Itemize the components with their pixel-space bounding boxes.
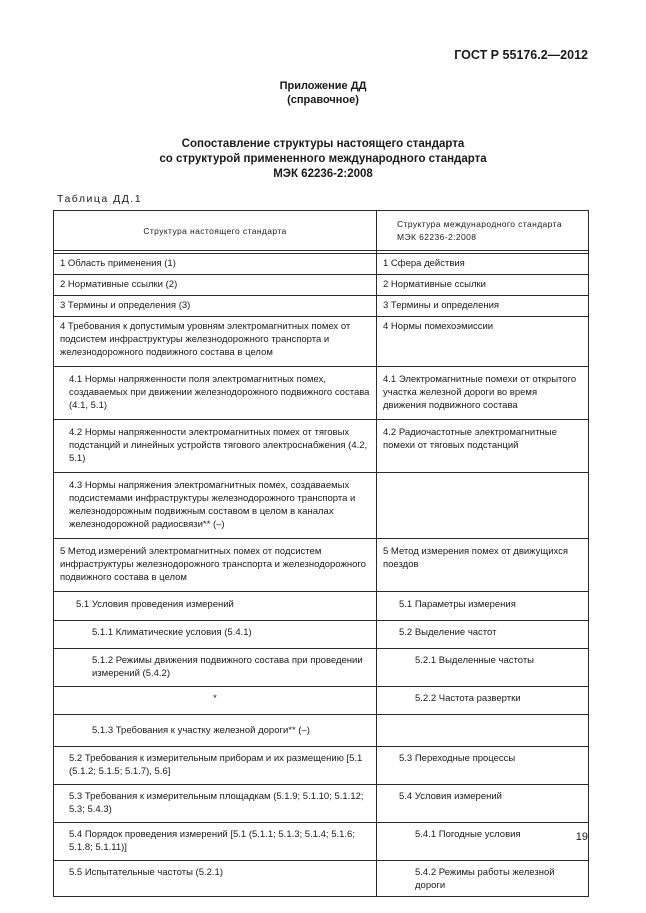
comparison-table bbox=[53, 210, 589, 897]
table-row bbox=[54, 296, 589, 317]
row-right-cell: 5 Метод измерения помех от движущихся поездов bbox=[377, 539, 589, 592]
table-row bbox=[54, 861, 589, 897]
row-right-cell: 4.1 Электромагнитные помехи от открытого участка железной дороги во время движения подвижного состава bbox=[377, 367, 589, 420]
row-right-cell: 4 Нормы помехоэмиссии bbox=[377, 317, 589, 367]
header-right bbox=[377, 211, 589, 251]
table-row bbox=[54, 649, 589, 687]
row-left-cell: 4.3 Нормы напряжения электромагнитных помех, создаваемых подсистемами инфраструктуры железнодорожного транспорта и железнодорожным подвижным составом в целом в каналах железнодорожной радиосвязи** (–) bbox=[54, 473, 377, 539]
row-right-cell: 5.2.2 Частота развертки bbox=[377, 687, 589, 715]
table-row bbox=[54, 473, 589, 539]
row-right-cell: 4.2 Радиочастотные электромагнитные помехи от тяговых подстанций bbox=[377, 420, 589, 473]
row-left-cell: 5.1.1 Климатические условия (5.4.1) bbox=[54, 621, 377, 649]
row-right-cell: 5.1 Параметры измерения bbox=[377, 592, 589, 621]
row-left-cell: 2 Нормативные ссылки (2) bbox=[54, 275, 377, 296]
table-row bbox=[54, 254, 589, 275]
document-id: ГОСТ Р 55176.2—2012 bbox=[454, 48, 588, 62]
row-left-cell: 5.2 Требования к измерительным приборам и их размещению [5.1 (5.1.2; 5.1.5; 5.1.7), 5.6] bbox=[54, 747, 377, 785]
row-left-cell: 5.1.2 Режимы движения подвижного состава при проведении измерений (5.4.2) bbox=[54, 649, 377, 687]
row-left-cell: 4.1 Нормы напряженности поля электромагнитных помех, создаваемых при движении железнодорожного подвижного состава (4.1, 5.1) bbox=[54, 367, 377, 420]
table-row bbox=[54, 621, 589, 649]
row-right-cell bbox=[377, 473, 589, 539]
table-row bbox=[54, 747, 589, 785]
header-right-line-1: Структура международного стандарта bbox=[397, 219, 562, 229]
table-row bbox=[54, 420, 589, 473]
row-left-cell: 5.1.3 Требования к участку железной дороги** (–) bbox=[54, 715, 377, 747]
title-line-2: со структурой примененного международного стандарта bbox=[159, 153, 487, 165]
row-right-cell: 5.2 Выделение частот bbox=[377, 621, 589, 649]
row-left-cell: * bbox=[54, 687, 377, 715]
row-left-cell: 4 Требования к допустимым уровням электромагнитных помех от подсистем инфраструктуры железнодорожного транспорта и железнодорожного подвижного состава в целом bbox=[54, 317, 377, 367]
table-row bbox=[54, 539, 589, 592]
row-left-cell: 4.2 Нормы напряженности электромагнитных помех от тяговых подстанций и линейных устройств тягового электроснабжения (4.2, 5.1) bbox=[54, 420, 377, 473]
table-row bbox=[54, 785, 589, 823]
document-title bbox=[0, 137, 646, 182]
row-right-cell: 5.3 Переходные процессы bbox=[377, 747, 589, 785]
row-left-cell: 5.1 Условия проведения измерений bbox=[54, 592, 377, 621]
row-left-cell: 3 Термины и определения (3) bbox=[54, 296, 377, 317]
table-row bbox=[54, 275, 589, 296]
row-left-cell: 5 Метод измерений электромагнитных помех от подсистем инфраструктуры железнодорожного транспорта и железнодорожного подвижного состава в целом bbox=[54, 539, 377, 592]
row-right-cell: 5.4.1 Погодные условия bbox=[377, 823, 589, 861]
page-number: 19 bbox=[575, 831, 588, 843]
title-line-1: Сопоставление структуры настоящего стандарта bbox=[181, 138, 465, 150]
table-row bbox=[54, 715, 589, 747]
row-left-cell: 1 Область применения (1) bbox=[54, 254, 377, 275]
header-right-line-2: МЭК 62236-2:2008 bbox=[397, 232, 477, 242]
title-line-3: МЭК 62236-2:2008 bbox=[273, 168, 373, 180]
table-row bbox=[54, 367, 589, 420]
table-label: Таблица ДД.1 bbox=[57, 193, 143, 205]
table-row bbox=[54, 592, 589, 621]
table-row bbox=[54, 687, 589, 715]
row-right-cell: 5.4 Условия измерений bbox=[377, 785, 589, 823]
row-right-cell: 1 Сфера действия bbox=[377, 254, 589, 275]
table-row bbox=[54, 823, 589, 861]
row-left-cell: 5.3 Требования к измерительным площадкам (5.1.9; 5.1.10; 5.1.12; 5.3; 5.4.3) bbox=[54, 785, 377, 823]
appendix-heading bbox=[0, 79, 646, 107]
row-right-cell: 2 Нормативные ссылки bbox=[377, 275, 589, 296]
appendix-note: (справочное) bbox=[287, 94, 359, 106]
row-right-cell: 5.2.1 Выделенные частоты bbox=[377, 649, 589, 687]
row-right-cell bbox=[377, 715, 589, 747]
row-right-cell: 3 Термины и определения bbox=[377, 296, 589, 317]
appendix-title: Приложение ДД bbox=[279, 80, 367, 92]
row-left-cell: 5.4 Порядок проведения измерений [5.1 (5.1.1; 5.1.3; 5.1.4; 5.1.6; 5.1.8; 5.1.11)] bbox=[54, 823, 377, 861]
header-left: Структура настоящего стандарта bbox=[54, 211, 377, 251]
row-left-cell: 5.5 Испытательные частоты (5.2.1) bbox=[54, 861, 377, 897]
row-right-cell: 5.4.2 Режимы работы железной дороги bbox=[377, 861, 589, 897]
table-row bbox=[54, 317, 589, 367]
table-header-row bbox=[54, 211, 589, 251]
